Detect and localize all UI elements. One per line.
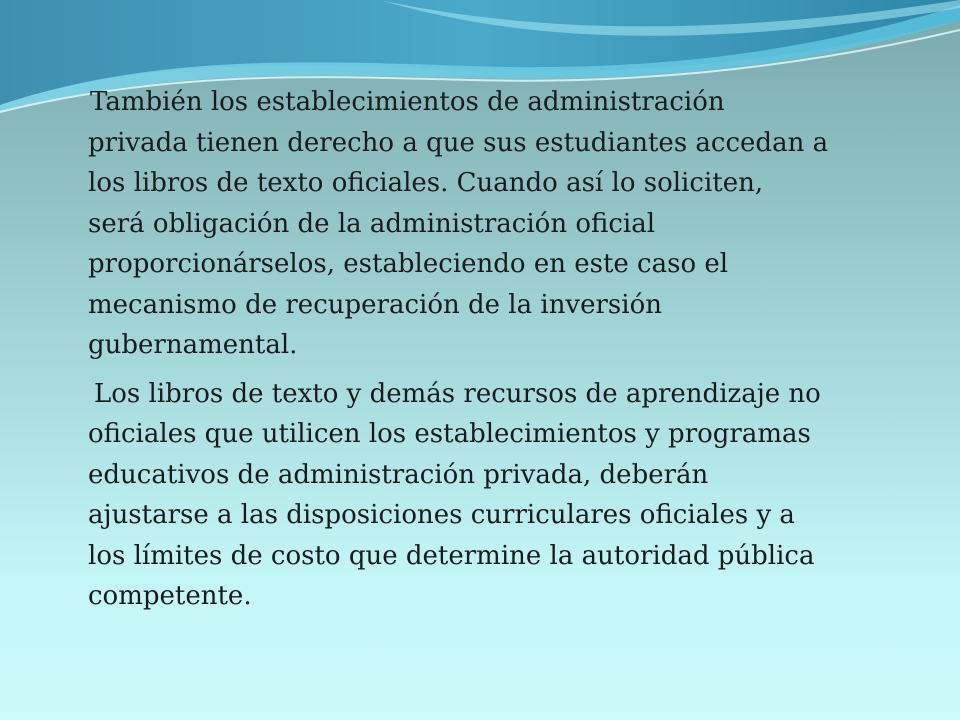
text-line: los límites de costo que determine la autoridad pública [88,540,815,571]
text-line: proporcionárselos, estableciendo en este caso el [88,249,729,279]
text-line: será obligación de la administración oficial [88,208,656,239]
text-line: mecanismo de recuperación de la inversión [88,289,662,320]
text-line: oficiales que utilicen los establecimientos y programas [88,419,811,449]
text-line: También los establecimientos de administración [90,87,725,117]
text-line: ajustarse a las disposiciones curriculares oficiales y a [88,500,795,530]
text-line: gubernamental. [88,330,298,360]
text-line: los libros de texto oficiales. Cuando así lo soliciten, [88,168,764,198]
paragraph-2 [88,374,918,617]
text-line: Los libros de texto y demás recursos de aprendizaje no [94,378,821,409]
text-line: educativos de administración privada, deberán [88,459,709,490]
text-line: competente. [88,581,252,611]
slide-body [88,82,918,617]
text-line: privada tienen derecho a que sus estudiantes accedan a [88,127,829,158]
paragraph-1 [88,82,918,366]
